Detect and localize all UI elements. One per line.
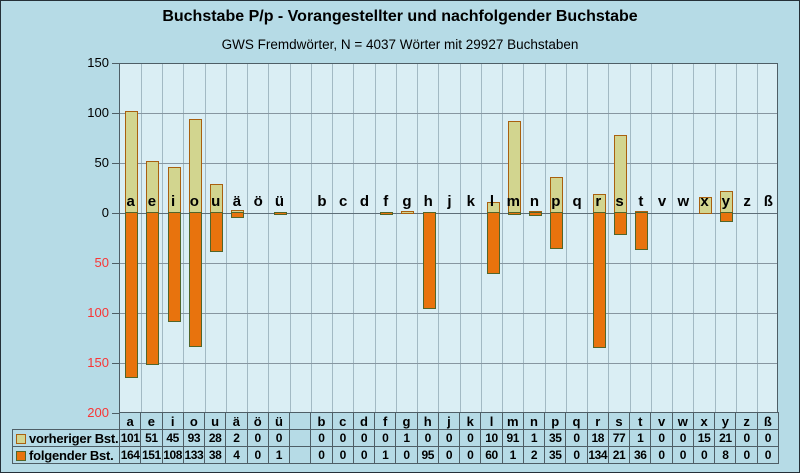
vertical-gridline — [693, 64, 694, 412]
letter-label-m: m — [506, 193, 520, 210]
vertical-gridline — [290, 64, 291, 412]
letter-label-l: l — [489, 193, 495, 210]
table-header-cell: k — [459, 412, 481, 430]
y-axis-label: 150 — [87, 55, 109, 70]
bar-folgender-ä — [231, 212, 244, 218]
vertical-gridline — [672, 64, 673, 412]
folgender-legend-swatch — [16, 451, 26, 461]
table-header-cell: b — [310, 412, 332, 430]
letter-label-n: n — [529, 193, 540, 210]
table-value-cell: 1 — [268, 446, 290, 464]
letter-label-v: v — [657, 193, 667, 210]
bar-folgender-n — [529, 212, 542, 216]
table-value-cell: 91 — [502, 429, 524, 447]
table-value-cell: 0 — [672, 446, 694, 464]
table-value-cell: 0 — [565, 446, 587, 464]
table-value-cell: 101 — [120, 431, 140, 445]
horizontal-gridline — [120, 163, 777, 164]
bar-folgender-u — [210, 212, 223, 252]
table-header-cell: c — [332, 412, 354, 430]
vertical-gridline — [162, 64, 163, 412]
table-header-cell: ö — [247, 412, 269, 430]
table-value-cell: 38 — [204, 446, 226, 464]
table-header-cell: ä — [225, 412, 247, 430]
bar-folgender-o — [189, 212, 202, 347]
table-value-cell: 1 — [395, 429, 417, 447]
vertical-gridline — [502, 64, 503, 412]
letter-label-e: e — [147, 193, 157, 210]
y-axis-tick — [112, 113, 119, 114]
y-axis-label: 50 — [94, 255, 109, 270]
vertical-gridline — [311, 64, 312, 412]
vertical-gridline — [481, 64, 482, 412]
y-axis-label: 150 — [87, 355, 109, 370]
y-axis-label: 100 — [87, 105, 109, 120]
table-value-cell: 21 — [714, 429, 736, 447]
table-value-cell: 28 — [204, 429, 226, 447]
y-axis-tick — [112, 213, 119, 214]
table-header-cell: z — [735, 412, 757, 430]
letter-label-w: w — [677, 193, 690, 210]
table-header-cell: a — [119, 412, 141, 430]
table-header-cell: i — [162, 412, 184, 430]
table-value-cell: 0 — [757, 446, 779, 464]
y-axis-label: 100 — [87, 305, 109, 320]
letter-label-u: u — [211, 193, 221, 210]
vertical-gridline — [141, 64, 142, 412]
bar-folgender-t — [635, 212, 648, 250]
page-title: Buchstabe P/p - Vorangestellter und nachfolgender Buchstabe — [162, 8, 638, 25]
vertical-gridline — [630, 64, 631, 412]
table-value-cell: 0 — [374, 429, 396, 447]
letter-label-d: d — [359, 193, 370, 210]
table-value-cell: 51 — [140, 429, 162, 447]
letter-label-i: i — [171, 193, 176, 210]
table-header-cell: d — [353, 412, 375, 430]
legend-row-label-folgender — [12, 446, 120, 464]
vertical-gridline — [545, 64, 546, 412]
table-value-cell: 0 — [268, 429, 290, 447]
vertical-gridline — [247, 64, 248, 412]
y-axis-tick — [112, 413, 119, 414]
table-value-cell: 21 — [608, 446, 630, 464]
vertical-gridline — [205, 64, 206, 412]
table-header-cell: o — [183, 412, 205, 430]
table-value-cell: 10 — [480, 429, 502, 447]
table-value-cell: 15 — [693, 429, 715, 447]
y-axis-tick — [112, 163, 119, 164]
table-value-cell: 0 — [247, 446, 269, 464]
legend-row-label-text: vorheriger Bst. — [29, 431, 119, 446]
table-value-cell: 0 — [353, 429, 375, 447]
table-value-cell: 77 — [608, 429, 630, 447]
table-value-cell: 0 — [672, 429, 694, 447]
table-header-cell: v — [650, 412, 672, 430]
table-value-cell: 0 — [735, 446, 757, 464]
table-value-cell: 45 — [162, 429, 184, 447]
table-value-cell: 0 — [693, 446, 715, 464]
vorheriger-legend-swatch — [16, 434, 26, 444]
table-value-cell — [289, 446, 311, 464]
vertical-gridline — [587, 64, 588, 412]
bar-folgender-ü — [274, 212, 287, 215]
letter-label-ß: ß — [763, 193, 773, 210]
bar-folgender-l — [487, 212, 500, 274]
table-value-cell: 0 — [332, 429, 354, 447]
letter-label-a: a — [126, 193, 135, 210]
table-value-cell: 0 — [459, 446, 481, 464]
vertical-gridline — [651, 64, 652, 412]
table-header-cell: f — [374, 412, 396, 430]
letter-label-t: t — [638, 193, 644, 210]
table-value-cell: 0 — [459, 429, 481, 447]
letter-label-o: o — [189, 193, 199, 210]
vertical-gridline — [396, 64, 397, 412]
table-header-cell: w — [672, 412, 694, 430]
y-axis-tick — [112, 363, 119, 364]
horizontal-gridline — [120, 313, 777, 314]
table-header-cell: m — [502, 412, 524, 430]
bar-folgender-m — [508, 212, 521, 215]
table-header-cell: n — [523, 412, 545, 430]
table-header-cell: r — [587, 412, 609, 430]
table-value-cell: 0 — [735, 429, 757, 447]
table-header-cell: e — [140, 412, 162, 430]
table-value-cell: 0 — [310, 429, 332, 447]
letter-label-ü: ü — [274, 193, 284, 210]
horizontal-gridline — [120, 113, 777, 114]
table-value-cell — [289, 429, 311, 447]
y-axis-tick — [112, 313, 119, 314]
table-value-cell: 0 — [565, 429, 587, 447]
table-header-cell: t — [629, 412, 651, 430]
letter-label-ö: ö — [253, 193, 263, 210]
letter-label-p: p — [551, 193, 561, 210]
vertical-gridline — [566, 64, 567, 412]
table-value-cell: 93 — [183, 429, 205, 447]
table-header-cell: g — [395, 412, 417, 430]
table-value-cell: 1 — [374, 446, 396, 464]
y-axis-label: 0 — [101, 205, 109, 220]
vertical-gridline — [736, 64, 737, 412]
y-axis-tick — [112, 63, 119, 64]
vertical-gridline — [332, 64, 333, 412]
table-value-cell: 134 — [588, 448, 608, 462]
vertical-gridline — [608, 64, 609, 412]
table-value-cell: 133 — [184, 448, 204, 462]
table-value-cell: 95 — [417, 446, 439, 464]
letter-label-q: q — [572, 193, 582, 210]
table-value-cell: 35 — [544, 429, 566, 447]
vertical-gridline — [715, 64, 716, 412]
letter-label-y: y — [721, 193, 731, 210]
table-value-cell: 2 — [523, 446, 545, 464]
vertical-gridline — [268, 64, 269, 412]
table-value-cell: 1 — [629, 429, 651, 447]
vertical-gridline — [438, 64, 439, 412]
letter-label-b: b — [317, 193, 327, 210]
vertical-gridline — [523, 64, 524, 412]
table-header-cell: p — [544, 412, 566, 430]
table-header-cell: u — [204, 412, 226, 430]
bar-folgender-r — [593, 212, 606, 348]
bar-folgender-s — [614, 212, 627, 235]
letter-label-c: c — [339, 193, 348, 210]
vertical-gridline — [183, 64, 184, 412]
bar-folgender-f — [380, 212, 393, 215]
plot-area — [119, 63, 778, 413]
table-value-cell: 108 — [163, 448, 183, 462]
table-header-cell — [289, 412, 311, 430]
letter-label-g: g — [402, 193, 412, 210]
table-value-cell: 18 — [587, 429, 609, 447]
table-header-cell: h — [417, 412, 439, 430]
table-value-cell: 0 — [310, 446, 332, 464]
page-subtitle: GWS Fremdwörter, N = 4037 Wörter mit 29927 Buchstaben — [221, 37, 579, 52]
table-header-cell: l — [480, 412, 502, 430]
vertical-gridline — [417, 64, 418, 412]
table-header-cell: y — [714, 412, 736, 430]
table-header-cell: q — [565, 412, 587, 430]
table-value-cell: 0 — [417, 429, 439, 447]
table-header-cell: ß — [757, 412, 779, 430]
table-header-cell: s — [608, 412, 630, 430]
vertical-gridline — [460, 64, 461, 412]
table-value-cell: 0 — [757, 429, 779, 447]
vertical-gridline — [226, 64, 227, 412]
table-value-cell: 35 — [544, 446, 566, 464]
letter-label-x: x — [700, 193, 709, 210]
table-header-cell: j — [438, 412, 460, 430]
letter-label-z: z — [743, 193, 751, 210]
table-value-cell: 0 — [332, 446, 354, 464]
letter-label-ä: ä — [232, 193, 242, 210]
table-value-cell: 151 — [141, 448, 161, 462]
vertical-gridline — [353, 64, 354, 412]
table-header-cell: ü — [268, 412, 290, 430]
table-header-cell: x — [693, 412, 715, 430]
horizontal-gridline — [120, 263, 777, 264]
table-value-cell: 2 — [225, 429, 247, 447]
letter-label-h: h — [423, 193, 433, 210]
table-value-cell: 0 — [650, 429, 672, 447]
letter-label-k: k — [466, 193, 475, 210]
letter-label-f: f — [383, 193, 389, 210]
bar-folgender-i — [168, 212, 181, 322]
legend-row-label-vorheriger — [12, 429, 120, 447]
table-value-cell: 0 — [247, 429, 269, 447]
table-value-cell: 1 — [523, 429, 545, 447]
bar-folgender-y — [720, 212, 733, 222]
table-value-cell: 4 — [225, 446, 247, 464]
bar-folgender-h — [423, 212, 436, 309]
table-value-cell: 0 — [438, 429, 460, 447]
vertical-gridline — [375, 64, 376, 412]
bar-folgender-a — [125, 212, 138, 378]
table-value-cell: 164 — [120, 448, 140, 462]
letter-label-r: r — [595, 193, 602, 210]
y-axis-tick — [112, 263, 119, 264]
horizontal-gridline — [120, 363, 777, 364]
table-value-cell: 0 — [353, 446, 375, 464]
y-axis-label: 50 — [94, 155, 109, 170]
legend-row-label-text: folgender Bst. — [29, 448, 114, 463]
table-value-cell: 36 — [629, 446, 651, 464]
table-value-cell: 8 — [714, 446, 736, 464]
table-value-cell: 60 — [480, 446, 502, 464]
bar-folgender-p — [550, 212, 563, 249]
table-value-cell: 0 — [395, 446, 417, 464]
table-value-cell: 0 — [650, 446, 672, 464]
letter-label-j: j — [447, 193, 452, 210]
y-axis-label: 200 — [87, 405, 109, 420]
vertical-gridline — [757, 64, 758, 412]
table-value-cell: 1 — [502, 446, 524, 464]
table-value-cell: 0 — [438, 446, 460, 464]
bar-folgender-e — [146, 212, 159, 365]
letter-label-s: s — [615, 193, 624, 210]
